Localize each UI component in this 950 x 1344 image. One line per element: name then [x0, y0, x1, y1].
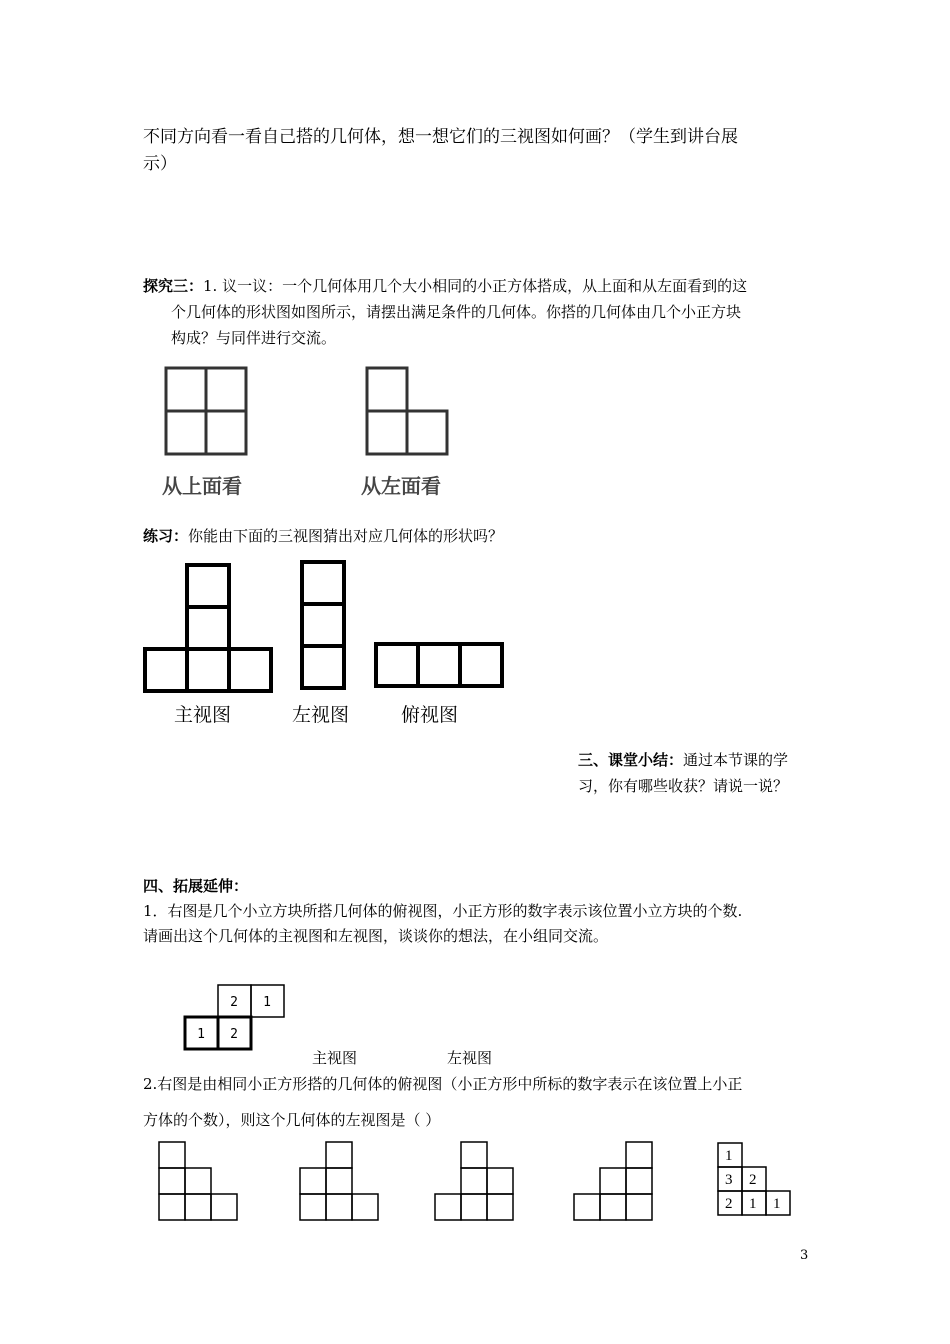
option-figure-d — [573, 1141, 655, 1223]
extend-q1-line-1: 1．右图是几个小立方块所搭几何体的俯视图，小正方形的数字表示该位置小立方块的个数. — [143, 902, 743, 920]
label-left-view: 左视图 — [292, 704, 350, 726]
label-top-view: 俯视图 — [401, 704, 459, 726]
label-from-top: 从上面看 — [162, 474, 242, 498]
grid2-cell-r1-c1: 1 — [725, 1148, 733, 1164]
grid1-cell-bottom-1: 1 — [197, 1027, 205, 1042]
option-figure-b — [299, 1141, 381, 1223]
top-view-practice-figure — [374, 642, 506, 690]
explore3-text-1: 1. 议一议：一个几何体用几个大小相同的小正方体搭成，从上面和从左面看到的这 — [203, 277, 748, 295]
grid2-cell-r2-c1: 3 — [725, 1172, 733, 1188]
summary-line-2: 习，你有哪些收获？请说一说？ — [578, 777, 789, 795]
grid2-cell-r3-c2: 1 — [749, 1196, 757, 1212]
extend-q1-line-2: 请画出这个几何体的主视图和左视图，谈谈你的想法，在小组同交流。 — [143, 927, 609, 945]
q1-label-front-view: 主视图 — [312, 1049, 358, 1067]
extend-q2-line-2: 方体的个数），则这个几何体的左视图是（ ） — [143, 1111, 441, 1129]
option-figure-a — [158, 1141, 240, 1223]
explore3-para-line-3: 构成？与同伴进行交流。 — [171, 329, 337, 347]
label-front-view: 主视图 — [174, 704, 232, 726]
grid1-cell-bottom-2: 2 — [230, 1027, 238, 1042]
q2-top-view-grid — [717, 1142, 793, 1218]
grid2-cell-r3-c3: 1 — [773, 1196, 781, 1212]
q1-label-left-view: 左视图 — [447, 1049, 493, 1067]
grid1-cell-top-1: 2 — [230, 995, 238, 1010]
page-number: 3 — [800, 1248, 809, 1263]
practice-line — [143, 522, 503, 550]
intro-line-1: 不同方向看一看自己搭的几何体，想一想它们的三视图如何画？（学生到讲台展 — [143, 127, 738, 147]
grid1-cell-top-2: 1 — [263, 995, 271, 1010]
explore3-heading: 探究三： — [143, 277, 204, 295]
explore3-para-line-2: 个几何体的形状图如图所示，请摆出满足条件的几何体。你搭的几何体由几个小正方块 — [171, 303, 742, 321]
extend-heading: 四、拓展延伸： — [143, 877, 249, 895]
left-view-practice-figure — [300, 560, 348, 690]
grid2-cell-r2-c2: 2 — [749, 1172, 757, 1188]
practice-heading: 练习： — [143, 527, 189, 545]
top-view-figure — [162, 365, 247, 460]
label-from-left: 从左面看 — [361, 474, 441, 498]
extend-q2-line-1: 2.右图是由相同小正方形搭的几何体的俯视图（小正方形中所标的数字表示在该位置上小正 — [143, 1075, 743, 1093]
summary-heading: 三、课堂小结： — [578, 751, 684, 769]
option-figure-c — [434, 1141, 516, 1223]
front-view-figure — [143, 563, 273, 693]
q1-top-view-grid — [183, 984, 288, 1054]
explore3-para-line-1 — [143, 272, 747, 300]
summary-text-1: 通过本节课的学 — [683, 751, 789, 769]
left-view-figure — [363, 365, 448, 460]
summary-line-1 — [578, 746, 788, 774]
intro-line-2: 示） — [143, 154, 177, 174]
grid2-cell-r3-c1: 2 — [725, 1196, 733, 1212]
practice-text: 你能由下面的三视图猜出对应几何体的形状吗？ — [188, 527, 504, 545]
